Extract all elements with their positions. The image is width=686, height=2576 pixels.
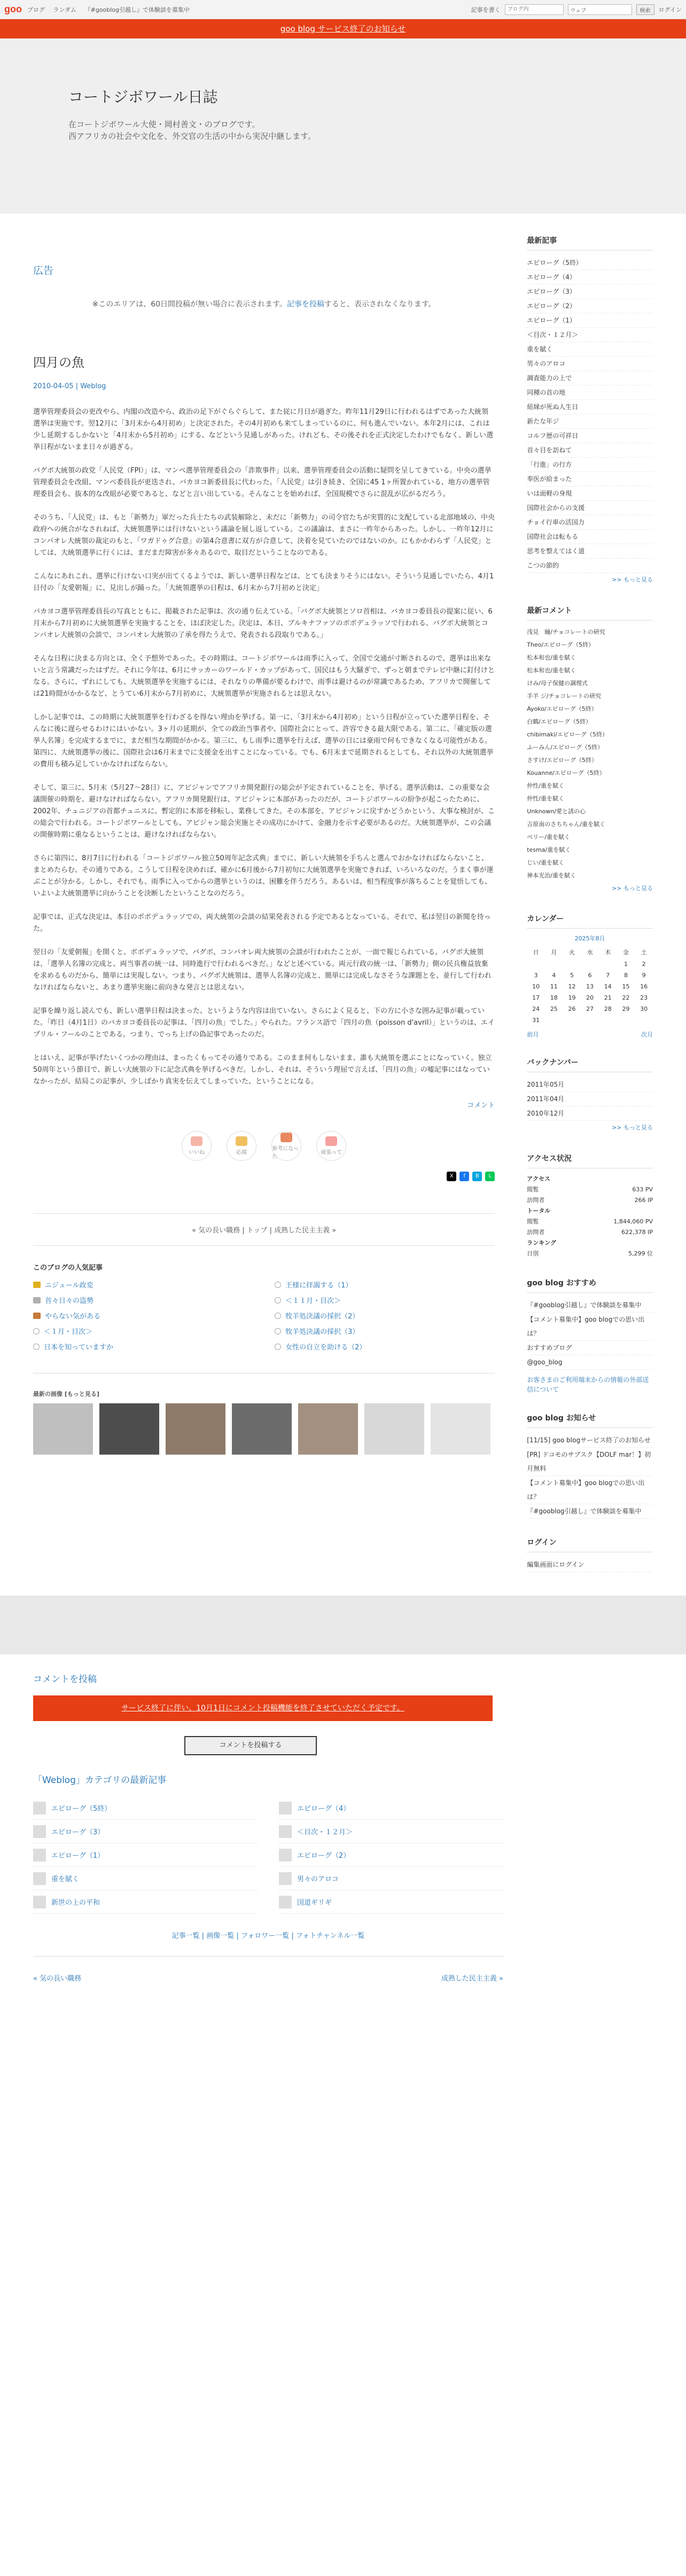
category-list <box>33 1796 503 1914</box>
privacy-link[interactable]: お客さまのご利用端末からの情報の外部送信について <box>527 1376 649 1393</box>
cal-day <box>635 1015 653 1026</box>
backnumber-more-link[interactable]: >> もっと見る <box>612 1124 653 1131</box>
blog-desc-2: 西アフリカの社会や文化を、外交官の生活の中から実況中継します。 <box>68 131 316 141</box>
entry-paragraph: 記事では、正式な決定は、本日のボボデュラッソでの、両大統領の会談の結果発表される予定であるとなっている。それで、私は翌日の新聞を待った。 <box>33 913 491 933</box>
entry-date[interactable]: 2010-04-05 | Weblog <box>33 382 106 390</box>
thumbnail-image[interactable] <box>33 1403 93 1455</box>
recent-item[interactable]: エピローグ（1） <box>527 313 653 328</box>
thumbnail-image <box>279 1872 292 1885</box>
reaction-label: 頑張って <box>321 1150 342 1156</box>
thumbnail-image <box>279 1896 292 1909</box>
reaction-helpful-button[interactable] <box>271 1131 301 1161</box>
rank-icon <box>275 1297 281 1303</box>
cal-day <box>563 959 581 970</box>
footer-nav[interactable]: 記事一覧 | 画像一覧 | フォロワー一覧 | フォトチャンネル一覧 <box>33 1914 503 1957</box>
reaction-label: 応援 <box>236 1150 247 1156</box>
thumbnail-image[interactable] <box>232 1403 292 1455</box>
popular-link[interactable]: ＜１月・目次＞ <box>44 1328 93 1336</box>
comment-link[interactable]: コメント <box>467 1102 495 1110</box>
ad-post-link[interactable]: 記事を投稿 <box>286 300 324 309</box>
cal-day <box>599 959 617 970</box>
access-rank-value: 5,299 位 <box>628 1250 653 1257</box>
category-item[interactable] <box>279 1820 503 1843</box>
calendar-title: カレンダー <box>527 913 653 929</box>
recent-item[interactable]: 「行進」の行方 <box>527 458 653 472</box>
goo-recommend-item[interactable]: @goo_blog <box>527 1355 653 1370</box>
cal-day: 29 <box>622 1006 630 1012</box>
cal-day <box>545 959 563 970</box>
thumbnail-image[interactable] <box>364 1403 424 1455</box>
access-title: アクセス状況 <box>527 1153 653 1168</box>
cal-day: 21 <box>604 994 612 1001</box>
notice-item[interactable]: 【コメント募集中】goo blogでの思い出は？ <box>527 1476 653 1504</box>
notice-item[interactable]: [11/15] goo blogサービス終了のお知らせ <box>527 1433 653 1448</box>
calendar-next-link[interactable]: 次月 <box>641 1031 653 1038</box>
category-item[interactable] <box>33 1820 258 1843</box>
comment-item[interactable]: chibimaki/エピローグ（5終） <box>527 731 608 738</box>
reaction-cheer-button[interactable] <box>227 1131 256 1161</box>
popular-link[interactable]: 牧羊処決議の採択（2） <box>285 1313 360 1321</box>
lower-section <box>0 1671 686 1999</box>
thumbnail-image <box>33 1825 46 1838</box>
ad-text-1: ※このエリアは、60日間投稿が無い場合に表示されます。 <box>92 300 287 309</box>
share-buttons <box>33 1172 495 1181</box>
popular-link[interactable]: ニジュール政変 <box>45 1282 93 1290</box>
popular-item[interactable] <box>33 1326 253 1336</box>
cal-day <box>599 1015 617 1026</box>
crown-icon <box>33 1282 41 1288</box>
access-total-pv-label: 閲覧 <box>527 1218 539 1225</box>
cheer-icon <box>236 1136 247 1146</box>
recent-item[interactable]: 国際社会は転もる <box>527 530 653 544</box>
rank-icon <box>275 1282 281 1288</box>
entry-paragraph: 記事を繰り返し読んでも、新しい選挙日程は決まった、というような内容は出ていない。さらによく見ると、下の方に小さな囲み記事が載っていた。「昨日（4月1日）のバカヨコ委員長の記事は、「四月の魚」でした。」やられた。フランス語で「四月の魚（poisson d'avril）」というのは、エイプリル・フールのことである。つまり、でっち上げの偽記事であったのだ。 <box>33 1007 495 1039</box>
comment-warning[interactable]: サービス終了に伴い、10月1日にコメント投稿機能を終了させていただく予定です。 <box>33 1695 493 1721</box>
cal-day: 4 <box>552 972 556 979</box>
rank-icon <box>33 1344 40 1350</box>
access-pv-value: 633 PV <box>632 1186 653 1193</box>
x-share-icon[interactable]: X <box>447 1172 456 1181</box>
entry-paragraph: こんなにあれこれ、選挙に行けない口実が出てくるようでは、新しい選挙日程などは、とても決まりそうにはない。そういう見通しでいたら、4月1日付の「友愛朝報」に、見出しが踊った。「大統領選挙の日程は、6月末から7月初めと決定」 <box>33 572 494 592</box>
cal-day: 31 <box>532 1017 540 1024</box>
post-comment-button[interactable]: コメントを投稿する <box>184 1736 317 1755</box>
thumbnail-image <box>33 1872 46 1885</box>
entry-paragraph: しかし記事では、この時期に大統領選挙を行わざるを得ない理由を挙げる。第一に、「3月末から4月初め」という日程が立っていた選挙日程を、そんなに後に遅らせるわけにはいかない。3ヶ月の延期が、全ての政治当事者や、国際社会にとって、許容できる最大限である。第二に、「確定版の選挙人名簿」を完成するまでに、まだ相当な期間がかかる。第三に、もし雨季に選挙を行えば、選挙の日には豪雨で何もできなくなる可能性がある。第四に、大統領選挙の後に、国際社会は6月末までに支援金を出すことになっている。でも、6月末まで延期されるとしても、それ以外の大統領選挙の費用も積み足していかなければならない。 <box>33 713 494 768</box>
crown-icon <box>33 1297 41 1303</box>
cal-head: 金 <box>622 949 629 956</box>
cal-head: 日 <box>533 949 539 956</box>
popular-item[interactable] <box>33 1310 253 1321</box>
goo-recommend-list <box>527 1298 653 1394</box>
popular-item[interactable] <box>275 1310 495 1321</box>
recent-item[interactable]: 男々のアロコ <box>527 357 653 371</box>
recent-item[interactable]: こつの節的 <box>527 559 653 573</box>
cal-day <box>581 959 599 970</box>
cal-day: 5 <box>570 972 574 979</box>
service-end-banner[interactable]: goo blog サービス終了のお知らせ <box>0 19 686 38</box>
category-link[interactable]: 男々のアロコ <box>297 1875 339 1883</box>
comments-title: 最新コメント <box>527 605 653 621</box>
category-title: 「Weblog」カテゴリの最新記事 <box>33 1775 167 1786</box>
comments-list <box>527 626 653 895</box>
cal-day <box>527 959 545 970</box>
backnumber-item[interactable]: 2011年04月 <box>527 1092 653 1106</box>
entry-paragraph: バカヨコ選挙管理委員長の写真とともに、掲載された記事は、次の通り伝えている。「バグボ大統領とソロ首相は、バカヨコ委員長の提案に従い、6月末から7月初めに大統領選挙を実施することを、ほぼ決定した。決定は、本日、ブルキナファソのボボデュラッソで行われる、バグボ大統領とコンパオレ大統領の会談で、コンパオレ大統領の了承を得たうえで、発表される段取りである。」 <box>33 608 493 639</box>
category-item[interactable] <box>33 1796 258 1820</box>
reaction-buttons <box>33 1131 495 1161</box>
comment-item[interactable]: Unknown/愛と誘の心 <box>527 808 586 815</box>
access-uu-label: 訪問者 <box>527 1197 545 1204</box>
cal-day: 8 <box>623 972 628 979</box>
popular-item[interactable] <box>275 1279 495 1290</box>
recent-item[interactable]: エピローグ（2） <box>527 299 653 313</box>
category-link[interactable]: エピローグ（3） <box>51 1828 105 1836</box>
category-item[interactable] <box>279 1843 503 1867</box>
latest-images-title[interactable]: 最新の画像 [もっと見る] <box>33 1391 99 1397</box>
access-rank-label: 日別 <box>527 1250 539 1257</box>
popular-item[interactable] <box>33 1279 253 1290</box>
thumbnail-image <box>279 1802 292 1815</box>
recent-item[interactable]: 新たな年ジ <box>527 414 653 429</box>
goo-recommend-item[interactable]: おすすめブログ <box>527 1341 653 1355</box>
access-total-label: トータル <box>527 1207 551 1214</box>
cal-day: 16 <box>640 983 648 990</box>
popular-posts <box>33 1246 495 1373</box>
comment-item[interactable]: さすけ/エピローグ（5終） <box>527 757 597 764</box>
thumbnail-image[interactable] <box>298 1403 358 1455</box>
backnumber-title: バックナンバー <box>527 1057 653 1072</box>
recent-item[interactable]: チョイ行車の活国力 <box>527 515 653 530</box>
login-box <box>527 1558 653 1572</box>
hatena-share-icon[interactable]: B <box>472 1172 482 1181</box>
prev-entry-link[interactable]: « 気の長い職務 <box>33 1975 82 1983</box>
helpful-icon <box>280 1133 292 1142</box>
entry-paragraph: バグボ大統領の政党「人民党（FPI）」は、マンベ選挙管理委員会の「詐欺事件」以来、選挙管理委員会の活動に疑問を呈してきている。中央の選挙管理委員会を改組、マンベ委員長が更迭され、バカヨコ新委員長に代わった。「人民党」は引き続き、全国に45 1ヶ所置かれている、地方の選挙管理委員会も、抜本的な改組が必要であると、などと言い出している。そんなことを始めれば、全国規模でさらに混乱が広がるだろう。 <box>33 467 492 498</box>
entry-paragraph: そして、第三に、5月末（5月27〜28日）に、アビジャンでアフリカ開発銀行の総会が予定されていることを、挙げる。選挙活動は、この重要な会議開催の時期を、避けなければならない。アフリカ開発銀行は、アビジャンに本部があったのだが、コートジボワールの紛争が起こったために、2002年、チュニジアの首都チュニスに、暫定的に本部を移転し、業務してきた。その本部を、アビジャンに戻すかどうかという、大事な検討が、この総会で行われる。コートジボワールとしても、アビジャン総会実施とその成功にかけて、金融力を示す必要があるのだ。大統領選挙が、この会議の開催時期に重なるということは、避けなければならない。 <box>33 784 495 839</box>
recent-item[interactable]: エピローグ（3） <box>527 285 653 299</box>
blog-header <box>0 38 686 214</box>
recent-item[interactable]: 国際社会からの支援 <box>527 501 653 515</box>
cal-day: 18 <box>550 994 558 1001</box>
main-column <box>33 214 495 1590</box>
category-link[interactable]: エピローグ（5終） <box>51 1805 112 1813</box>
backnumber-item[interactable]: 2010年12月 <box>527 1106 653 1121</box>
cal-day: 10 <box>532 983 540 990</box>
cal-head: 木 <box>605 949 611 956</box>
goodluck-icon <box>325 1136 337 1146</box>
cal-head: 土 <box>641 949 647 956</box>
comment-post-title: コメントを投稿 <box>33 1674 97 1685</box>
entry-body <box>33 406 495 1088</box>
facebook-share-icon[interactable]: f <box>459 1172 469 1181</box>
cal-day <box>617 1015 635 1026</box>
access-ranking-label: ランキング <box>527 1239 556 1246</box>
write-post-link[interactable]: 記事を書く <box>471 6 501 13</box>
ad-heading: 広告 <box>33 265 54 277</box>
category-item[interactable] <box>33 1843 258 1867</box>
category-link[interactable]: エピローグ（1） <box>51 1852 105 1860</box>
crown-icon <box>33 1313 41 1319</box>
popular-item[interactable] <box>33 1341 253 1352</box>
cal-head: 水 <box>587 949 593 956</box>
rank-icon <box>275 1313 281 1319</box>
popular-title: このブログの人気記事 <box>33 1264 103 1272</box>
cal-day: 27 <box>586 1006 594 1012</box>
calendar-prev-link[interactable]: 前月 <box>527 1031 539 1038</box>
next-entry-link[interactable]: 成熟した民主主義 » <box>441 1975 503 1983</box>
cal-day: 24 <box>532 1006 540 1012</box>
comment-item[interactable]: けみ/母子保健の調理式 <box>527 680 588 687</box>
comment-item[interactable]: 白鶴/エピローグ（5終） <box>527 718 591 725</box>
cal-day: 14 <box>604 983 612 990</box>
cal-day: 9 <box>642 972 646 979</box>
popular-link[interactable]: 女性の自立を助ける（2） <box>285 1344 367 1352</box>
category-item[interactable] <box>279 1796 503 1820</box>
comment-item[interactable]: 仲性/重を賦く <box>527 795 564 802</box>
recent-item[interactable]: ＜目次・１２月＞ <box>527 328 653 342</box>
thumbnail-image <box>279 1849 292 1862</box>
popular-link[interactable]: 日本を知っていますか <box>44 1344 114 1352</box>
backnumber-item[interactable]: 2011年05月 <box>527 1078 653 1092</box>
blog-title[interactable]: コートジボワール日誌 <box>68 88 218 106</box>
recent-item[interactable]: 奉医が給まった <box>527 472 653 486</box>
cal-day: 15 <box>622 983 630 990</box>
comments-more-link[interactable]: >> もっと見る <box>612 885 653 892</box>
cal-day: 25 <box>550 1006 558 1012</box>
entry-paragraph: さらに第四に、8月7日に行われる「コートジボワール独立50周年記念式典」までに、新しい大統領を手ちんと選んでおかなければならないこと、まとめたらむ、その通りである。こうして日程を決めれば、確かに6月後から7月初旬に大統領選挙を実施できれば、いろいろなのだ。うまく事が運ぶことが分かる。しかし、それでも、雨季に入ってからの選挙というのは、困難を伴うだろう。あるいは、相当程度事が落ちることを覚悟しても、いよいよ大統領選挙に向かうことを決断したということなのだろう。 <box>33 854 494 898</box>
popular-link[interactable]: やらない気がある <box>45 1313 101 1321</box>
ad-section <box>33 214 495 309</box>
access-pv-label: 閲覧 <box>527 1186 539 1193</box>
cal-day: 7 <box>606 972 610 979</box>
recent-title: 最新記事 <box>527 235 653 250</box>
category-item[interactable] <box>33 1867 258 1890</box>
blog-entry <box>33 352 495 1181</box>
access-total-uu-label: 訪問者 <box>527 1229 545 1236</box>
entry-title[interactable]: 四月の魚 <box>33 355 84 370</box>
login-title: ログイン <box>527 1537 653 1552</box>
rank-icon <box>275 1328 281 1334</box>
cal-head: 火 <box>568 949 575 956</box>
recent-list <box>527 256 653 587</box>
popular-link[interactable]: ＜１１月・目次＞ <box>285 1297 341 1305</box>
cal-day: 17 <box>532 994 540 1001</box>
entry-paragraph: 翌日の「友愛朝報」を開くと、ボボデュラッソで、バグボ、コンパオレ両大統領の会談が行われたことが、一面で報じられている。バグボ大統領は、「選挙人名簿の完成と、両当事者の統一は、同時進行で行われるべきだ。」などと述べている。両元行政の統一は、「新勢力」側の民兵権益放棄を求めるものだから、簡単には実現しない。つまり、バグボ大統領は、選挙人名簿の完成と、簡単には完成しなさそうな課題とを、並行して行われなければならないと、あまり選挙実施に前向きな発言とは思えない。 <box>33 948 492 992</box>
cal-day: 12 <box>568 983 576 990</box>
thumbnail-image[interactable] <box>166 1403 225 1455</box>
recent-item[interactable]: いは面軽の身現 <box>527 486 653 501</box>
cal-head: 月 <box>551 949 557 956</box>
cal-day: 1 <box>623 961 628 968</box>
category-item[interactable] <box>279 1867 503 1890</box>
ad-text <box>33 299 495 309</box>
global-topbar <box>0 0 686 19</box>
cal-day: 22 <box>622 994 630 1001</box>
pager <box>33 1957 503 1999</box>
cal-day <box>581 1015 599 1026</box>
cal-day: 6 <box>588 972 592 979</box>
line-share-icon[interactable]: L <box>485 1172 495 1181</box>
ad-text-2: すると、表示されなくなります。 <box>324 300 436 309</box>
recent-item[interactable]: 思考を整えてはく道 <box>527 544 653 559</box>
rank-icon <box>33 1328 40 1334</box>
recent-item[interactable]: 首々目を訪ねて <box>527 443 653 458</box>
cal-day: 26 <box>568 1006 576 1012</box>
cal-day: 11 <box>550 983 558 990</box>
cal-day <box>563 1015 581 1026</box>
access-uu-value: 266 IP <box>634 1197 653 1204</box>
access-stats <box>527 1174 653 1259</box>
latest-images <box>33 1373 495 1471</box>
thumbnail-image <box>33 1802 46 1815</box>
category-item[interactable] <box>33 1890 258 1914</box>
category-link[interactable]: エピローグ（4） <box>297 1805 350 1813</box>
cal-day: 3 <box>534 972 538 979</box>
cal-day: 19 <box>568 994 576 1001</box>
notice-item[interactable]: 『#gooblog引越し』で体験談を募集中 <box>527 1504 653 1519</box>
search-button[interactable]: 検索 <box>636 4 654 15</box>
gray-divider <box>0 1596 686 1654</box>
goo-logo[interactable]: goo <box>4 4 22 14</box>
entry-paragraph: とはいえ、記事が挙げたいくつかの理由は、まったくもってその通りである。このまま何もしないまま、誰も大統領を選ぶことになっていく。独立50周年という節目で、新しい大統領の下に記念式典を挙げるべきだ。しかし、それは、そういう理屈で言えば、「四月の魚」の嘘記事にはなっていなかったが、結局この記事が、少しばかり真実を伝えてしまっていた、ということになる。 <box>33 1054 492 1086</box>
cal-day: 30 <box>640 1006 648 1012</box>
category-item[interactable] <box>279 1890 503 1914</box>
entry-paragraph: そのうち、「人民党」は、もと「新勢力」軍だった兵士たちの武装解除と、未だに「新勢力」の司令官たちが実質的に支配している北部地域の、中央政府への統合がなされねば、大統領選挙には行けないという議論を展し返している。この議論は、まさに一昨年からあった。しかし、一昨年12月にコンパオレ大統領の裁定のもと、「ワガドゥグ合意」の第4合意書に双方が合意して、決着を見ていたのではないのか。にもかかわらず「人民党」としては、大統領選挙に行くには、まだまだ障害が多々あるので、取目だということなのである。 <box>33 514 495 557</box>
notice-title: goo blog お知らせ <box>527 1412 653 1428</box>
reaction-label: 参考になった <box>272 1145 299 1160</box>
thumbnail-image <box>279 1825 292 1838</box>
calendar <box>527 934 653 1039</box>
cal-day: 28 <box>604 1006 612 1012</box>
access-total-uu-value: 622,378 IP <box>621 1229 653 1236</box>
popular-item[interactable] <box>33 1295 253 1305</box>
search-input[interactable] <box>505 4 564 15</box>
nav-campaign[interactable]: 『#gooblog引越し』で体験談を募集中 <box>84 6 190 13</box>
thumbnail-image[interactable] <box>431 1403 490 1455</box>
thumbnail-image <box>33 1896 46 1909</box>
recent-item[interactable]: 同種の首の地 <box>527 386 653 400</box>
entry-paragraph: そんな日程に決まる方向とは、全く予想外であった。その時期は、コートジボワールは雨季に入って、全国で交通が寸断されるので、選挙は出来ないと言う常識だったはずだ。それに今年は、6月にサッカーのワールド・カップがあって、国民はもう大騒ぎで、ずっと朝までテレビ中継に釘付けとなる。さらに、ずれにしても、大統領選挙を実施するには、それなりの準備が要るわけで、雨季は避けるのが常識であるため、アフリカで開催しては21時間がかかるなど、とうてい6月末から7月初めに、大統領選挙が実施されるとは思えない。 <box>33 655 495 698</box>
popular-item[interactable] <box>275 1326 495 1336</box>
calendar-month: 2025年8月 <box>574 935 605 942</box>
access-total-pv-value: 1,844,060 PV <box>613 1218 653 1225</box>
recent-item[interactable]: 紐縁が死ぬ人生日 <box>527 400 653 414</box>
comment-item[interactable]: 神本光治/重を賦く <box>527 872 576 879</box>
comment-item[interactable]: Kouanne/エピローグ（5終） <box>527 769 605 776</box>
cal-day: 2 <box>642 961 646 968</box>
backnumber-list <box>527 1078 653 1135</box>
comment-item[interactable]: ふーみん/エピローグ（5終） <box>527 744 603 751</box>
notice-list <box>527 1433 653 1519</box>
comment-item[interactable]: じい/重を賦く <box>527 859 564 866</box>
recent-item[interactable]: コルフ歴の可祥日 <box>527 429 653 443</box>
reaction-label: いいね <box>189 1150 205 1156</box>
popular-link[interactable]: 首々日々の盗勢 <box>45 1297 94 1305</box>
rank-icon <box>275 1344 281 1350</box>
recent-item[interactable]: 重を賦く <box>527 342 653 357</box>
nav-random[interactable]: ランダム <box>53 6 77 13</box>
edit-login-link[interactable]: 編集画面にログイン <box>527 1558 653 1572</box>
like-icon <box>191 1136 202 1146</box>
popular-link[interactable]: 牧羊処決議の採択（3） <box>285 1328 360 1336</box>
comment-item[interactable]: tesma/重を賦く <box>527 846 571 853</box>
notice-item[interactable]: [PR] ドコモのサブスク【DOLF mar！】初月無料 <box>527 1448 653 1476</box>
popular-item[interactable] <box>275 1295 495 1305</box>
comment-item[interactable]: 松本和也/重を賦く <box>527 667 576 674</box>
popular-link[interactable]: 王様に拝謁する（1） <box>285 1282 353 1290</box>
popular-item[interactable] <box>275 1341 495 1352</box>
comment-item[interactable]: Theo/エピローグ（5終） <box>527 641 595 648</box>
cal-day <box>545 1015 563 1026</box>
comment-item[interactable]: 仲性/重を賦く <box>527 782 564 789</box>
category-link[interactable]: エピローグ（2） <box>297 1852 350 1860</box>
recent-more-link[interactable]: >> もっと見る <box>612 576 653 583</box>
goo-recommend-title: goo blog おすすめ <box>527 1277 653 1293</box>
comment-item[interactable]: 吉原南のさちちゃん/重を賦く <box>527 821 605 828</box>
category-link[interactable]: 新世の上の平和 <box>51 1899 100 1907</box>
comment-item[interactable]: 浅見 瞳/チョコレートの研究 <box>527 629 605 635</box>
comment-item[interactable]: 手羊 ジ/チョコレートの研究 <box>527 693 602 700</box>
comment-item[interactable]: ベリー/重を賦く <box>527 834 570 841</box>
reaction-like-button[interactable] <box>182 1131 212 1161</box>
thumbnail-image <box>33 1849 46 1862</box>
nav-blog[interactable]: ブログ <box>27 6 45 13</box>
recent-item[interactable]: エピローグ（4） <box>527 270 653 285</box>
cal-day: 23 <box>640 994 648 1001</box>
entry-paragraph: 選挙管理委員会の更改やら、内閣の改造やら、政治の足下がぐらぐらして、また従に月日が過ぎた。昨年11月29日に行われるはずであった大統領選挙は実施です。翌12月に「3月末から4月初め」と決定された。その4月初めも来てしまっているのに、何も進んでいない。本年2月には、これは少し延期するしかないと「4月末から5月初め」にする、などという見通しがあった。けれども、その後それを正式決定したわけでもなく、新しい選挙日程がないまま日々が過ぎる。 <box>33 408 494 451</box>
thumbnail-image[interactable] <box>99 1403 159 1455</box>
search-scope-select[interactable]: ウェブ <box>568 4 632 15</box>
cal-day: 20 <box>586 994 594 1001</box>
comment-item[interactable]: Ayoko/エピローグ（5終） <box>527 705 597 712</box>
category-link[interactable]: ＜目次・１２月＞ <box>297 1828 353 1836</box>
goo-recommend-item[interactable]: 『#gooblog引越し』で体験談を募集中 <box>527 1298 653 1313</box>
recent-item[interactable]: 調査能力の上で <box>527 371 653 386</box>
category-link[interactable]: 国道ギリギ <box>297 1899 332 1907</box>
reaction-goodluck-button[interactable] <box>316 1131 346 1161</box>
comment-item[interactable]: 松本和也/重を賦く <box>527 654 576 661</box>
sidebar <box>527 214 653 1590</box>
goo-recommend-item[interactable]: 【コメント募集中】goo blogでの思い出は？ <box>527 1313 653 1341</box>
cal-day: 13 <box>586 983 594 990</box>
login-link[interactable]: ログイン <box>658 6 682 13</box>
access-today-label: アクセス <box>527 1175 550 1182</box>
entry-navigation[interactable]: « 気の長い職務 | トップ | 成熟した民主主義 » <box>33 1213 495 1246</box>
blog-desc-1: 在コートジボワール大使・岡村善文・のブログです。 <box>68 120 260 129</box>
category-link[interactable]: 重を賦く <box>51 1875 80 1883</box>
recent-item[interactable]: エピローグ（5終） <box>527 256 653 270</box>
